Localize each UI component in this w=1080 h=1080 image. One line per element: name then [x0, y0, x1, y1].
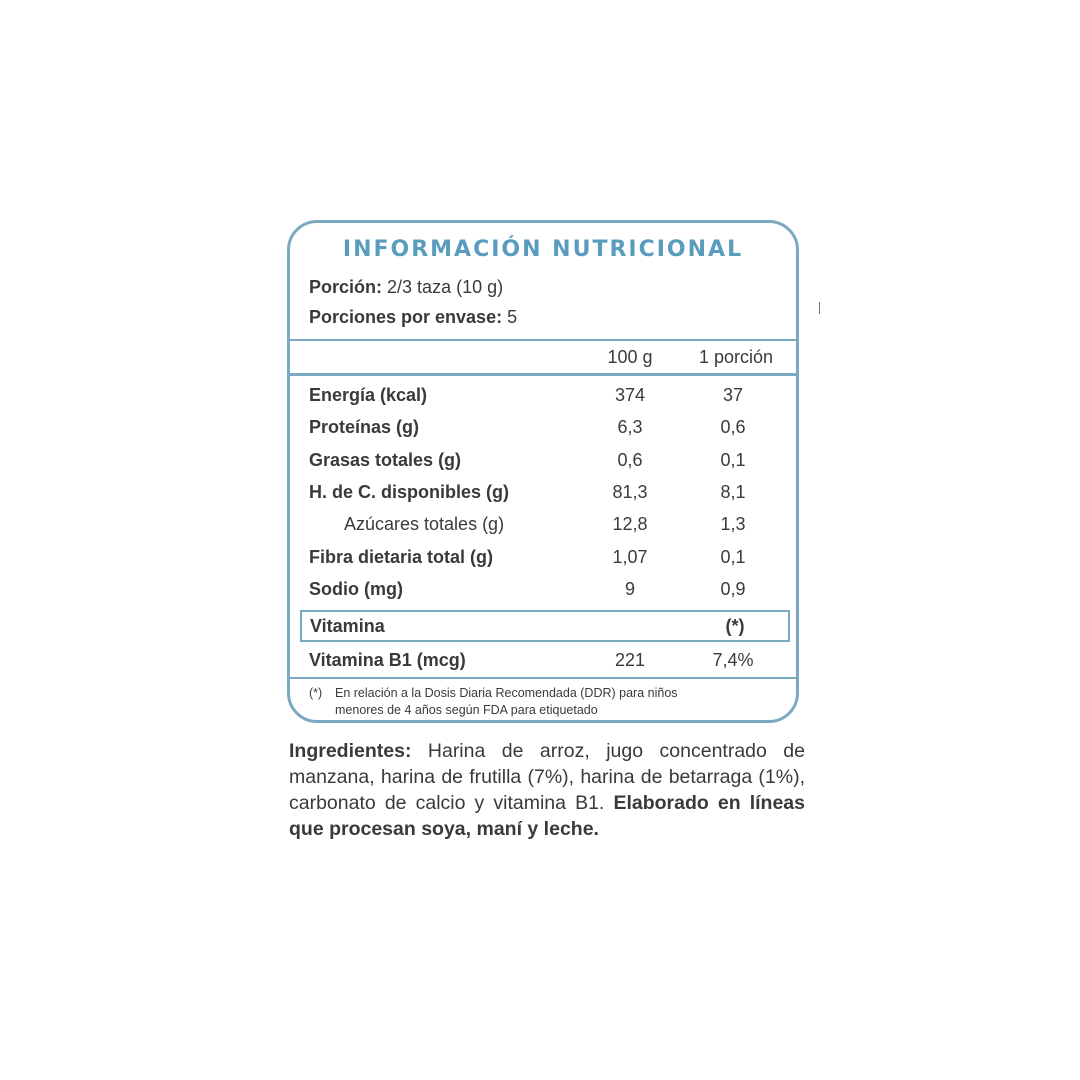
footnote-line-2: menores de 4 años según FDA para etiquetado — [335, 703, 598, 717]
panel-title: INFORMACIÓN NUTRICIONAL — [342, 237, 744, 262]
serving-size — [309, 277, 503, 298]
value-portion: 0,9 — [720, 579, 746, 599]
nutrient-label: Energía (kcal) — [309, 385, 428, 405]
servings-value: 5 — [507, 307, 518, 327]
table-row — [290, 417, 796, 443]
column-header-portion: 1 porción — [698, 347, 774, 367]
table-row — [290, 450, 796, 476]
nutrient-label: Vitamina B1 (mcg) — [309, 650, 466, 670]
value-portion: 1,3 — [720, 514, 746, 534]
serving-size-value: 2/3 taza (10 g) — [387, 277, 504, 297]
value-100g: 374 — [614, 385, 646, 405]
nutrient-label: Proteínas (g) — [309, 417, 420, 437]
nutrient-label: Azúcares totales (g) — [344, 514, 505, 534]
value-100g: 1,07 — [612, 547, 648, 567]
footnote — [309, 685, 789, 719]
table-row — [290, 482, 796, 508]
servings-per-container — [309, 307, 517, 328]
value-portion: 0,1 — [720, 547, 746, 567]
nutrient-label: H. de C. disponibles (g) — [309, 482, 510, 502]
ingredients-label: Ingredientes: — [289, 740, 412, 762]
vitamin-header-mark: (*) — [725, 616, 745, 636]
servings-label: Porciones por envase: — [309, 307, 503, 327]
value-portion: 0,1 — [720, 450, 746, 470]
stray-mark — [819, 302, 820, 314]
allergen-statement: Elaborado en líneas que procesan soya, maní y leche. — [289, 792, 805, 840]
footnote-line-1: En relación a la Dosis Diaria Recomendada (DDR) para niños — [335, 686, 678, 700]
serving-size-label: Porción: — [309, 277, 383, 297]
value-portion: 8,1 — [720, 482, 746, 502]
value-100g: 9 — [624, 579, 635, 599]
value-100g: 0,6 — [617, 450, 643, 470]
value-100g: 12,8 — [612, 514, 648, 534]
ingredients-text: Harina de arroz, jugo concentrado de manzana, harina de frutilla (7%), harina de betarraga (1%), carbonato de calcio y vitamina B1. — [289, 740, 805, 814]
nutrient-label: Sodio (mg) — [309, 579, 403, 599]
nutrient-label: Fibra dietaria total (g) — [309, 547, 494, 567]
value-portion: 7,4% — [712, 650, 754, 670]
value-100g: 81,3 — [612, 482, 648, 502]
table-row — [290, 514, 796, 540]
vitamin-header-label: Vitamina — [310, 616, 385, 636]
nutrition-facts-panel — [287, 220, 799, 723]
value-portion: 0,6 — [720, 417, 746, 437]
divider-top — [290, 339, 796, 341]
nutrient-label: Grasas totales (g) — [309, 450, 462, 470]
divider-header — [290, 373, 796, 376]
ingredients-block — [289, 738, 805, 842]
table-row — [290, 579, 796, 605]
table-row — [290, 650, 796, 676]
value-100g: 6,3 — [617, 417, 643, 437]
vitamin-header-box — [300, 610, 790, 642]
table-row — [290, 385, 796, 411]
column-header-100g: 100 g — [607, 347, 653, 367]
footnote-mark: (*) — [309, 686, 323, 700]
value-100g: 221 — [614, 650, 646, 670]
divider-footnote — [290, 677, 796, 679]
value-portion: 37 — [722, 385, 744, 405]
table-row — [290, 547, 796, 573]
